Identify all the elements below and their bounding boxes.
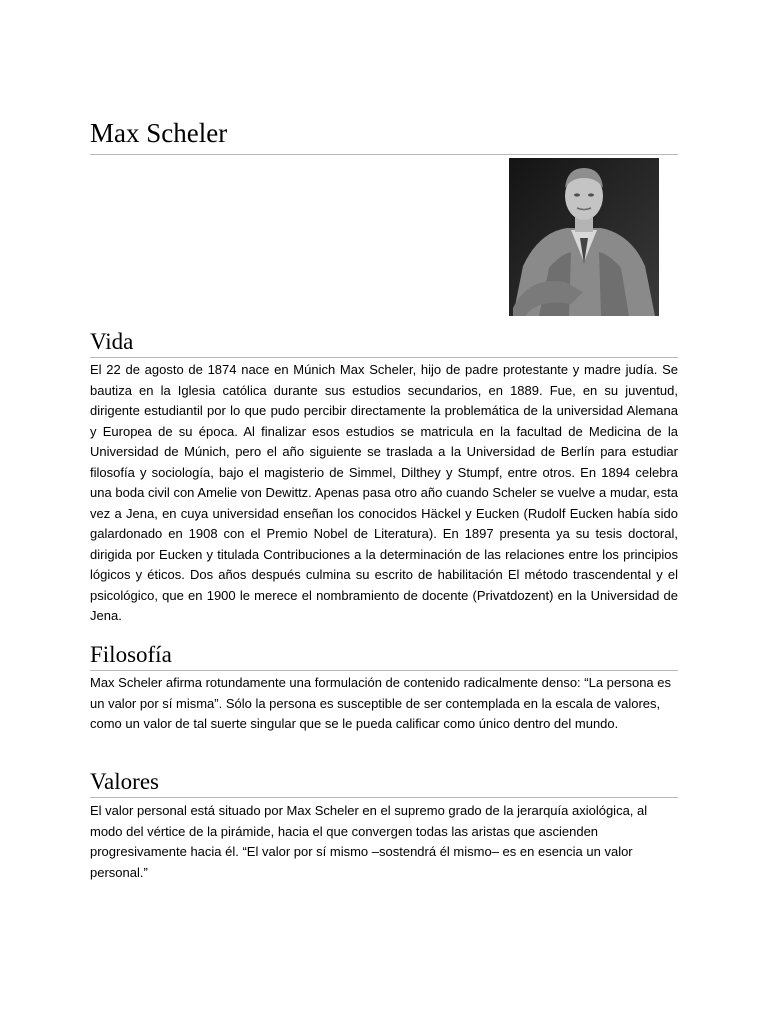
section-heading-vida: Vida (90, 329, 134, 354)
section-text-filosofia: Max Scheler afirma rotundamente una formulación de contenido radicalmente denso: “La persona es un valor por sí misma”. Sólo la persona es susceptible de ser contemplada en la escala de valores, como un valor de tal suerte singular que se le pueda calificar como único dentro del mundo. (90, 675, 672, 731)
section-text-vida: El 22 de agosto de 1874 nace en Múnich Max Scheler, hijo de padre protestante y madre judía. Se bautiza en la Iglesia católica durante sus estudios secundarios, en 1889. Fue, en su juventud, dirigente estudiantil por lo que pudo percibir directamente la problemática de la universidad Alemana y Europea de su época. Al finalizar esos estudios se matricula en la facultad de Medicina de la Universidad de Múnich, pero el año siguiente se traslada a la Universidad de Berlín para estudiar filosofía y sociología, bajo el magisterio de Simmel, Dilthey y Stumpf, entre otros. En 1894 celebra una boda civil con Amelie von Dewittz. Apenas pasa otro año cuando Scheler se vuelve a mudar, esta vez a Jena, en cuya universidad enseñan los conocidos Häckel y Eucken (Rudolf Eucken había sido galardonado en 1908 con el Premio Nobel de Literatura). En 1897 presenta ya su tesis doctoral, dirigida por Eucken y titulada Contribuciones a la determinación de las relaciones entre los principios lógicos y éticos. Dos años después culmina su escrito de habilitación El método trascendental y el psicológico, que en 1900 le merece el nombramiento de docente (Privatdozent) en la Universidad de Jena. (90, 362, 678, 623)
section-heading-filosofia: Filosofía (90, 642, 172, 667)
title-divider (90, 154, 678, 155)
portrait-photo (509, 158, 659, 316)
section-heading-valores: Valores (90, 769, 159, 794)
page-title: Max Scheler (90, 118, 228, 148)
section-divider (90, 797, 678, 798)
section-divider (90, 357, 678, 358)
section-text-valores: El valor personal está situado por Max Scheler en el supremo grado de la jerarquía axiológica, al modo del vértice de la pirámide, hacia el que convergen todas las aristas que ascienden progresivamente hacia él. “El valor por sí mismo –sostendrá él mismo– es en esencia un valor personal.” (90, 803, 648, 880)
section-divider (90, 670, 678, 671)
